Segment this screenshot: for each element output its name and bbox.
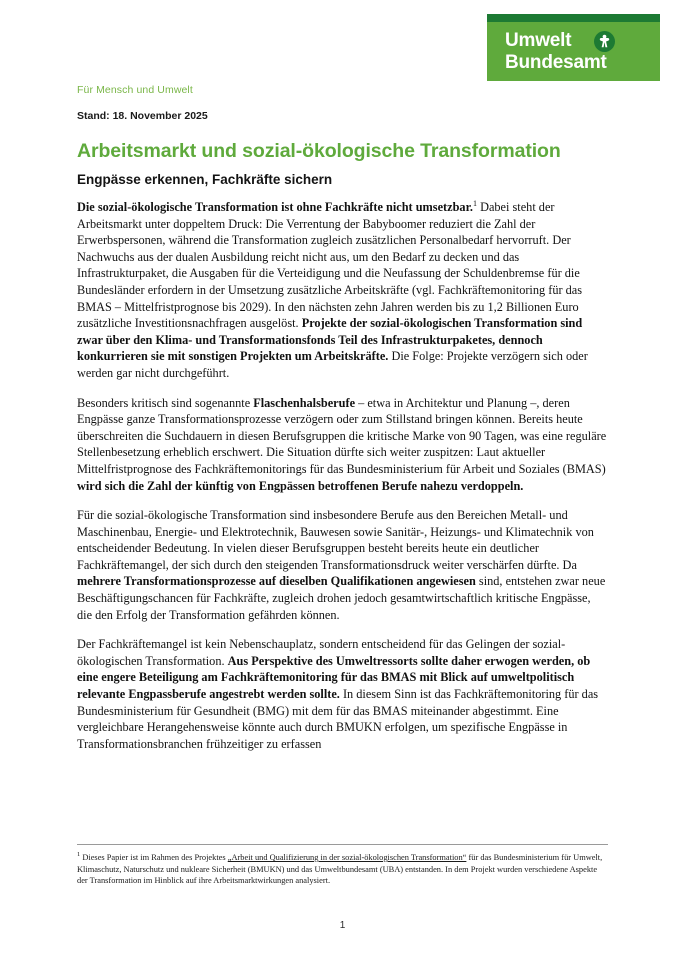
logo-line-1: Umwelt bbox=[505, 30, 572, 51]
logo-line-2: Bundesamt bbox=[505, 52, 607, 73]
emphasis-text: Die sozial-ökologische Transformation ist ohne Fachkräfte nicht umsetzbar. bbox=[77, 200, 473, 214]
document-body bbox=[77, 199, 608, 765]
body-text: Für die sozial-ökologische Transformation sind insbesondere Berufe aus den Bereichen Metall- und Maschinenbau, Energie- und Elektrotechnik, Bauwesen sowie Sanitär-, Heizungs- und Klimatechnik von entscheidender Bedeutung. In vielen dieser Berufsgruppen besteht bereits heute ein deutlicher Fachkräftemangel, der sich durch den steigenden Transformationsdruck weiter verschärfen dürfte. Da bbox=[77, 508, 594, 572]
footnote-marker: 1 bbox=[77, 851, 81, 859]
footnote-text-before: Dieses Papier ist im Rahmen des Projektes bbox=[80, 853, 228, 862]
body-paragraph bbox=[77, 507, 608, 623]
footnote-project-link[interactable]: „Arbeit und Qualifizierung in der sozial-ökologischen Transformation“ bbox=[227, 853, 467, 862]
umweltbundesamt-logo bbox=[487, 14, 660, 81]
body-text: Der Fachkräftemangel ist kein Nebenschauplatz, sondern entscheidend für das Gelingen der sozial-ökologischen Transformation. bbox=[77, 637, 566, 668]
agency-claim: Für Mensch und Umwelt bbox=[77, 84, 193, 96]
page-subtitle: Engpässe erkennen, Fachkräfte sichern bbox=[77, 172, 333, 187]
page-number: 1 bbox=[339, 920, 346, 931]
emphasis-text: Projekte der sozial-ökologischen Transformation sind zwar über den Klima- und Transformationsfonds Teil des Infrastrukturpaketes, dennoch konkurrieren sie mit sonstigen Projekten um Arbeitskräfte. bbox=[77, 316, 583, 364]
page-title: Arbeitsmarkt und sozial-ökologische Transformation bbox=[77, 140, 561, 162]
body-text: sind, entstehen zwar neue Beschäftigungschancen für Fachkräfte, zugleich drohen jedoch gesamtwirtschaftlich kritische Engpässe, die den Erfolg der Transformation gefährden können. bbox=[77, 574, 606, 622]
body-text: – etwa in Architektur und Planung –, deren Engpässe ganze Transformationsprozesse verzögern oder zum Stillstand bringen können. Bereits heute überschreiten die Suchdauern in diesen Berufsgruppen die kritische Marke von 90 Tagen, was eine reguläre Stellenbesetzung erheblich erschwert. Die Situation dürfte sich weiter zuspitzen: Laut aktueller Mittelfristprognose des Fachkräftemonitorings für das Bundesministerium für Arbeit und Soziales (BMAS) bbox=[77, 395, 607, 476]
document-date: Stand: 18. November 2025 bbox=[77, 110, 208, 122]
body-text: Dabei steht der Arbeitsmarkt unter doppeltem Druck: Die Verrentung der Babyboomer reduziert die Zahl der Erwerbspersonen, während die Transformation zugleich zusätzlichen Personalbedarf hervorruft. Der Nachwuchs aus der dualen Ausbildung reicht nicht aus, um den Bedarf zu decken und das Infrastrukturpaket, die Ausgaben für die Verteidigung und die Neufassung der Schuldenbremse für die Bundesländer erfordern in der Umsetzung zusätzliche Arbeitskräfte (vgl. Fachkräftemonitoring für das BMAS – Mittelfristprognose bis 2029). In den nächsten zehn Jahren werden bis zu 1,2 Billionen Euro zusätzliche Investitionsnachfragen ausgelöst. bbox=[77, 200, 583, 331]
emphasis-text: wird sich die Zahl der künftig von Engpässen betroffenen Berufe nahezu verdoppeln. bbox=[77, 478, 524, 493]
logo-wordmark bbox=[505, 30, 607, 74]
footnote-separator bbox=[77, 844, 608, 845]
body-paragraph bbox=[77, 395, 608, 495]
logo-top-bar bbox=[487, 14, 660, 22]
body-paragraph bbox=[77, 199, 608, 382]
footnote-text-after: für das Bundesministerium für Umwelt, Klimaschutz, Naturschutz und nukleare Sicherheit (BMUKN) und das Umweltbundesamt (UBA) entstanden. In dem Projekt wurden verschiedene Aspekte der Transformation im Hinblick auf ihre Arbeitsmarktwirkungen analysiert. bbox=[77, 853, 603, 886]
emphasis-text: Aus Perspektive des Umweltressorts sollte daher erwogen werden, ob eine engere Beteiligung am Fachkräftemonitoring für das BMAS mit Blick auf umweltpolitisch relevante Engpassberufe angestrebt werden sollte. bbox=[77, 653, 591, 702]
body-text: In diesem Sinn ist das Fachkräftemonitoring für das Bundesministerium für Gesundheit (BMG) mit dem für das BMAS miteinander abgestimmt. Eine vergleichbare Herangehensweise könnte auch durch BMUKN erfolgen, um spezifische Engpässe in Transformationsbranchen frühzeitiger zu erfassen bbox=[77, 687, 599, 751]
umweltbundesamt-tree-icon bbox=[594, 31, 615, 52]
body-text: Die Folge: Projekte verzögern sich oder werden gar nicht durchgeführt. bbox=[77, 349, 588, 380]
emphasis-text: mehrere Transformationsprozesse auf dieselben Qualifikationen angewiesen bbox=[77, 574, 476, 589]
footnote bbox=[77, 852, 608, 887]
body-text: Besonders kritisch sind sogenannte bbox=[77, 395, 254, 410]
emphasis-text: Flaschenhalsberufe bbox=[253, 395, 356, 410]
body-paragraph bbox=[77, 636, 608, 752]
footnote-reference[interactable]: 1 bbox=[473, 198, 477, 208]
